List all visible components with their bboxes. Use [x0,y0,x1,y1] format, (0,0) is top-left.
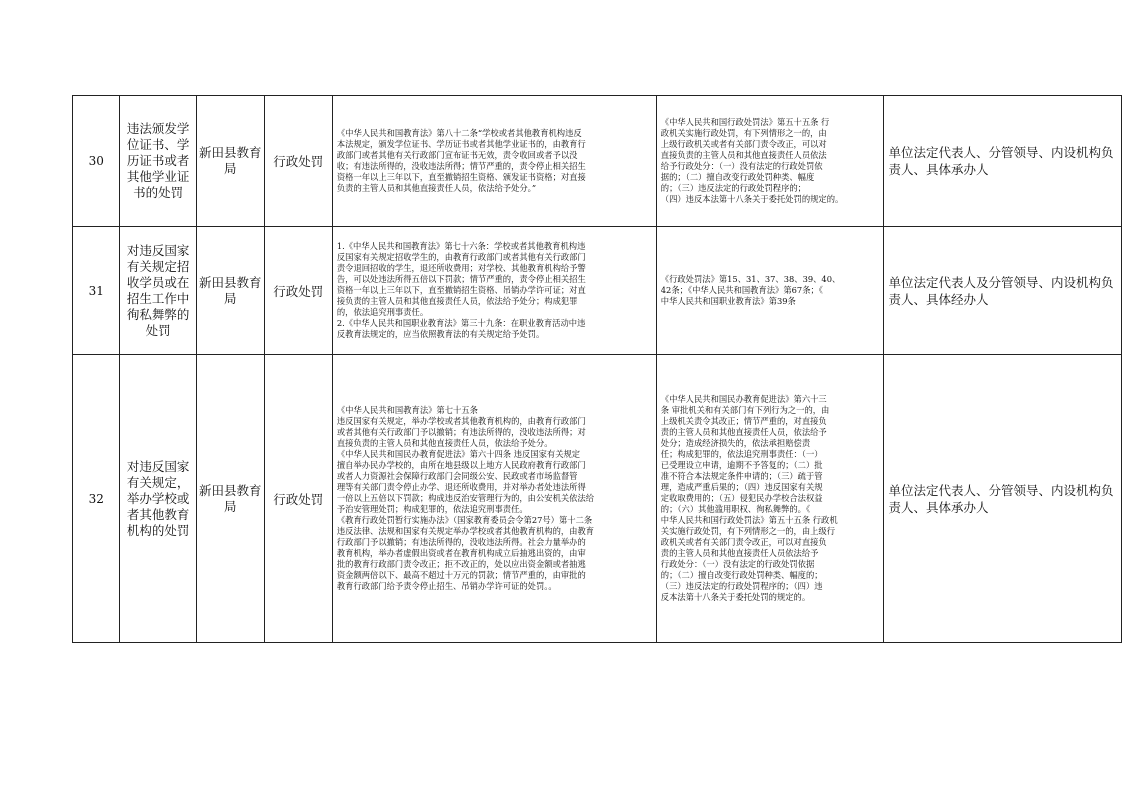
legal-basis-line: 理等有关部门责令停止办学、退还所收费用，并对举办者处违法所得 [336,482,586,492]
liability-basis-cell [656,355,884,643]
legal-basis-line: 违反法律、法规和国家有关规定举办学校或者其他教育机构的，由教育 [336,526,595,536]
legal-basis-line: 教育机构，举办者虚假出资或者在教育机构成立后抽逃出资的，由审 [336,548,586,558]
liability-basis-line: 政机关或者有关部门责令改正，可以对直接负 [660,537,827,547]
legal-basis-line: 资金额两倍以下、最高不超过十万元的罚款；情节严重的，由审批的 [336,570,586,580]
liability-basis-line: 的；（六）其他滥用职权、徇私舞弊的。《 [660,504,811,514]
liability-basis-line: 准不符合本法规定条件申请的；（三）疏于管 [660,471,823,481]
legal-basis-line: 《中华人民共和国教育法》第七十五条 [336,405,478,415]
legal-basis-line: 反教育法规定的，应当依照教育法的有关规定给予处罚。 [336,329,545,339]
liability-basis-line: 的；（二）擅自改变行政处罚种类、幅度的； [660,570,823,580]
liability-basis-line: 理，造成严重后果的；（四）违反国家有关规 [660,482,823,492]
liability-basis-line: 任；构成犯罪的，依法追究刑事责任：（一） [660,449,823,459]
liability-basis-line: 责的主管人员和其他直接责任人员依法给予 [660,548,819,558]
legal-basis-line: 违反国家有关规定，举办学校或者其他教育机构的，由教育行政部门 [336,416,586,426]
legal-basis-line: 《教育行政处罚暂行实施办法》（国家教育委员会令第27号）第十二条 [336,515,593,525]
legal-basis-line: 反国家有关规定招收学生的，由教育行政部门或者其他有关行政部门 [336,252,586,262]
legal-basis-line: 一倍以上五倍以下罚款；构成违反治安管理行为的，由公安机关依法给 [336,493,595,503]
legal-basis-line: 政部门或者其他有关行政部门宣布证书无效，责令收回或者予以没 [336,150,578,160]
enforcement-department: 新田县教育局 [196,96,264,227]
liability-basis-line: 《中华人民共和国民办教育促进法》第六十三 [660,394,827,404]
responsible-persons: 单位法定代表人、分管领导、内设机构负责人、具体承办人 [884,96,1122,227]
liability-basis-line: 定收取费用的；（五）侵犯民办学校合法权益 [660,493,823,503]
table-row [73,227,1122,355]
row-number: 30 [73,96,120,227]
legal-basis-line: 责令退回招收的学生，退还所收费用；对学校、其他教育机构给予警 [336,263,586,273]
liability-basis-line: （四）违反本法第十八条关于委托处罚的规定的。 [660,194,844,204]
table-row [73,96,1122,227]
legal-basis-line: 资格一年以上三年以下，直至撤销招生资格、吊销办学许可证；对直 [336,285,586,295]
liability-basis-line: 《行政处罚法》第15、31、37、38、39、40、 [660,274,841,284]
liability-basis-line: 据的；（二）擅自改变行政处罚种类、幅度 [660,172,815,182]
legal-basis-line: 告，可以处违法所得五倍以下罚款；情节严重的，责令停止相关招生 [336,274,586,284]
liability-basis-line: 42条；《中华人民共和国教育法》第67条；《 [660,285,823,295]
legal-basis-line: 负责的主管人员和其他直接责任人员，依法给予处分。” [336,183,537,193]
penalty-item-name: 对违反国家有关规定，举办学校或者其他教育机构的处罚 [120,355,196,643]
row-number: 31 [73,227,120,355]
legal-basis-line: 直接负责的主管人员和其他直接责任人员，依法给予处分。 [336,438,553,448]
row-number: 32 [73,355,120,643]
penalty-item-name: 违法颁发学位证书、学历证书或者其他学业证书的处罚 [120,96,196,227]
liability-basis-line: 给予行政处分：（一）没有法定的行政处罚依 [660,161,823,171]
legal-basis-line: 行政部门予以撤销；有违法所得的，没收违法所得。社会力量举办的 [336,537,586,547]
legal-basis-line: 《中华人民共和国教育法》第八十二条“学校或者其他教育机构违反 [336,128,582,138]
power-type: 行政处罚 [264,355,332,643]
liability-basis-cell [656,227,884,355]
legal-basis-line: 教育行政部门给予责令停止招生、吊销办学许可证的处罚。。 [336,581,557,591]
legal-basis-line: 擅自举办民办学校的，由所在地县级以上地方人民政府教育行政部门 [336,460,586,470]
legal-basis-line: 或者人力资源社会保障行政部门会同级公安、民政或者市场监督管 [336,471,578,481]
liability-basis-line: 责的主管人员和其他直接责任人员，依法给予 [660,427,827,437]
legal-basis-line: 本法规定，颁发学位证书、学历证书或者其他学业证书的，由教育行 [336,139,586,149]
enforcement-department: 新田县教育局 [196,355,264,643]
liability-basis-line: 反本法第十八条关于委托处罚的规定的。 [660,592,811,602]
liability-basis-line: 中华人民共和国行政处罚法》第五十五条 行政机 [660,515,838,525]
legal-basis-cell [332,355,656,643]
legal-basis-line: 2.《中华人民共和国职业教育法》第三十九条：在职业教育活动中违 [336,318,586,328]
legal-basis-line: 或者其他有关行政部门予以撤销；有违法所得的，没收违法所得；对 [336,427,586,437]
penalty-table [72,95,1122,643]
liability-basis-line: 直接负责的主管人员和其他直接责任人员依法 [660,150,827,160]
legal-basis-cell [332,96,656,227]
legal-basis-line: 接负责的主管人员和其他直接责任人员，依法给予处分；构成犯罪 [336,296,578,306]
liability-basis-line: 条 审批机关和有关部门有下列行为之一的，由 [660,405,830,415]
liability-basis-line: 关实施行政处罚，有下列情形之一的，由上级行 [660,526,836,536]
legal-basis-line: 《中华人民共和国民办教育促进法》第六十四条 违反国家有关规定 [336,449,581,459]
enforcement-department: 新田县教育局 [196,227,264,355]
liability-basis-line: 《中华人民共和国行政处罚法》第五十五条 行 [660,117,830,127]
power-type: 行政处罚 [264,227,332,355]
legal-basis-line: 的，依法追究刑事责任。 [336,307,429,317]
liability-basis-line: 中华人民共和国职业教育法》第39条 [660,296,796,306]
legal-basis-line: 予治安管理处罚；构成犯罪的，依法追究刑事责任。 [336,504,528,514]
legal-basis-line: 批的教育行政部门责令改正；拒不改正的，处以应出资金额或者抽逃 [336,559,586,569]
liability-basis-line: 的；（三）违反法定的行政处罚程序的； [660,183,806,193]
legal-basis-line: 收；有违法所得的，没收违法所得；情节严重的，责令停止相关招生 [336,161,586,171]
liability-basis-cell [656,96,884,227]
liability-basis-line: （三）违反法定的行政处罚程序的；（四）违 [660,581,823,591]
table-row [73,355,1122,643]
legal-basis-line: 1.《中华人民共和国教育法》第七十六条：学校或者其他教育机构违 [336,241,586,251]
liability-basis-line: 处分；造成经济损失的，依法承担赔偿责 [660,438,811,448]
responsible-persons: 单位法定代表人及分管领导、内设机构负责人、具体经办人 [884,227,1122,355]
legal-basis-cell [332,227,656,355]
liability-basis-line: 行政处分：（一）没有法定的行政处罚依据 [660,559,815,569]
liability-basis-line: 政机关实施行政处罚，有下列情形之一的，由 [660,128,827,138]
responsible-persons: 单位法定代表人、分管领导、内设机构负责人、具体承办人 [884,355,1122,643]
liability-basis-line: 上级行政机关或者有关部门责令改正，可以对 [660,139,827,149]
power-type: 行政处罚 [264,96,332,227]
liability-basis-line: 已受理设立申请，逾期不予答复的；（二）批 [660,460,823,470]
penalty-item-name: 对违反国家有关规定招收学员或在招生工作中徇私舞弊的处罚 [120,227,196,355]
legal-basis-line: 资格一年以上三年以下，直至撤销招生资格、颁发证书资格；对直接 [336,172,586,182]
liability-basis-line: 上级机关责令其改正；情节严重的，对直接负 [660,416,827,426]
